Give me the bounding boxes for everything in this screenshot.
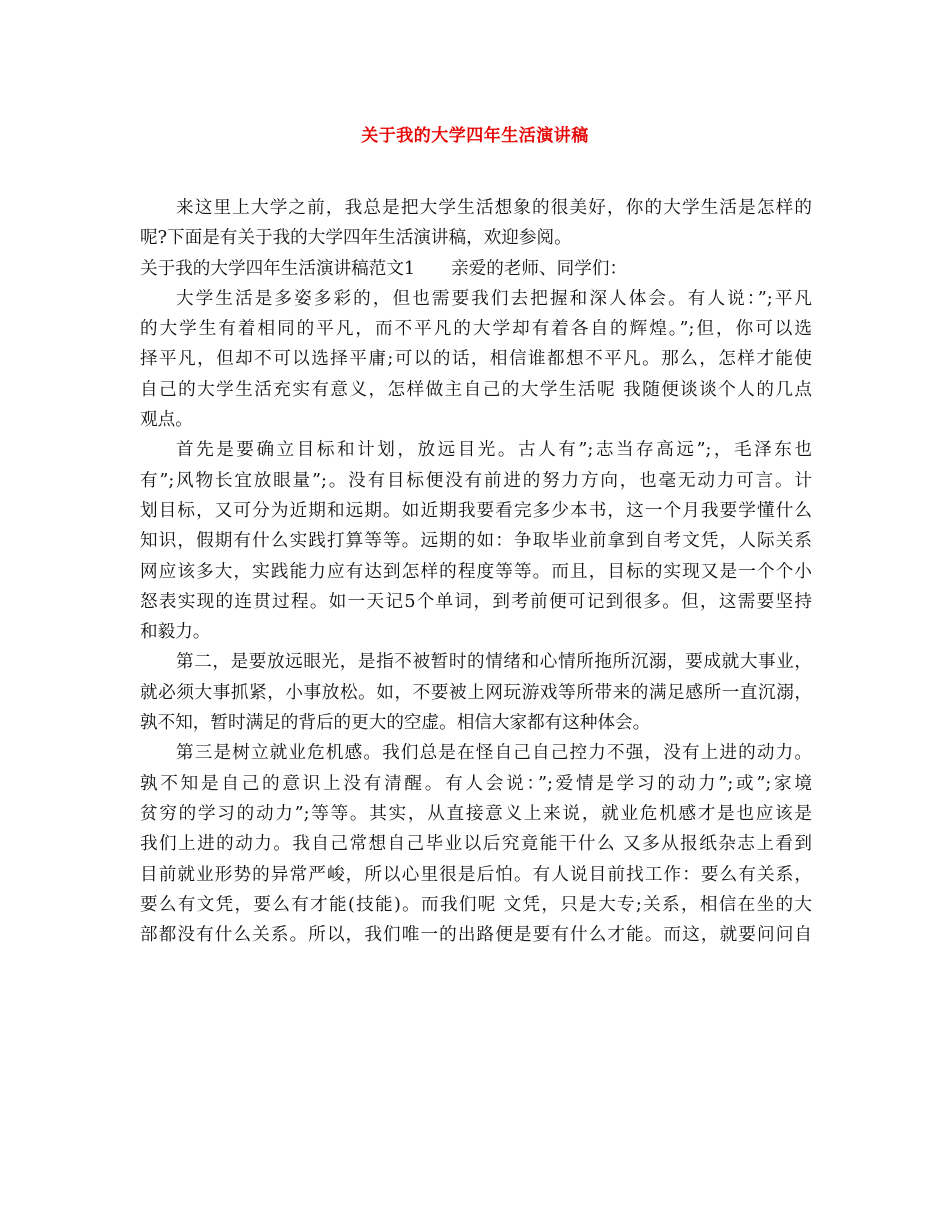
text-line: 自己的大学生活充实有意义，怎样做主自己的大学生活呢 我随便谈谈个人的几点 xyxy=(140,379,812,400)
text-line: 就必须大事抓紧，小事放松。如，不要被上网玩游戏等所带来的满足感所一直沉溺， xyxy=(140,682,812,703)
text-line: 大学生活是多姿多彩的，但也需要我们去把握和深人体会。有人说：”;平凡 xyxy=(176,288,812,309)
text-line: 呢?下面是有关于我的大学四年生活演讲稿，欢迎参阅。 xyxy=(140,228,572,249)
text-line: 要么有文凭，要么有才能(技能)。而我们呢 文凭，只是大专;关系，相信在坐的大 xyxy=(140,894,812,915)
text-line: 孰不知，暂时满足的背后的更大的空虚。相信大家都有这种体会。 xyxy=(140,713,651,734)
text-line: 第二，是要放远眼光，是指不被暂时的情绪和心情所拖所沉溺，要成就大事业， xyxy=(176,652,812,673)
text-line: 有”;风物长宜放眼量”;。没有目标便没有前进的努力方向，也毫无动力可言。计 xyxy=(140,470,812,491)
text-line: 来这里上大学之前，我总是把大学生活想象的很美好，你的大学生活是怎样的 xyxy=(176,198,812,218)
text-line: 贫穷的学习的动力”;等等。其实，从直接意义上来说，就业危机感才是也应该是 xyxy=(140,803,812,824)
text-line: 划目标，又可分为近期和远期。如近期我要看完多少本书，这一个月我要学懂什么 xyxy=(140,500,812,521)
text-line: 我们上进的动力。我自己常想自己毕业以后究竟能干什么 又多从报纸杂志上看到 xyxy=(140,834,812,855)
text-line: 孰不知是自己的意识上没有清醒。有人会说：”;爱情是学习的动力”;或”;家境 xyxy=(140,773,812,794)
text-line: 部都没有什么关系。所以，我们唯一的出路便是要有什么才能。而这，就要问问自 xyxy=(140,925,812,946)
text-line: 目前就业形势的异常严峻，所以心里很是后怕。有人说目前找工作：要么有关系， xyxy=(140,864,812,885)
text-line: 怒表实现的连贯过程。如一天记5个单词，到考前便可记到很多。但，这需要坚持 xyxy=(140,591,812,612)
text-line: 择平凡，但却不可以选择平庸;可以的话，相信谁都想不平凡。那么，怎样才能使 xyxy=(140,349,812,370)
text-line: 知识，假期有什么实践打算等等。远期的如：争取毕业前拿到自考文凭，人际关系 xyxy=(140,531,812,552)
salutation: 亲爱的老师、同学们： xyxy=(451,258,628,279)
document-title: 关于我的大学四年生活演讲稿 xyxy=(361,126,589,146)
text-line: 和毅力。 xyxy=(140,622,211,643)
text-line: 观点。 xyxy=(140,410,193,431)
text-line: 的大学生有着相同的平凡，而不平凡的大学却有着各自的辉煌。”;但，你可以选 xyxy=(140,319,812,340)
text-line-heading xyxy=(140,254,812,284)
document-body xyxy=(140,193,812,950)
text-line: 首先是要确立目标和计划，放远目光。古人有”;志当存高远”;，毛泽东也 xyxy=(176,440,812,461)
text-line: 网应该多大，实践能力应有达到怎样的程度等等。而且，目标的实现又是一个个小 xyxy=(140,561,812,582)
section-heading: 关于我的大学四年生活演讲稿范文1 xyxy=(140,258,416,279)
text-line: 第三是树立就业危机感。我们总是在怪自己自己控力不强，没有上进的动力。 xyxy=(176,743,812,764)
